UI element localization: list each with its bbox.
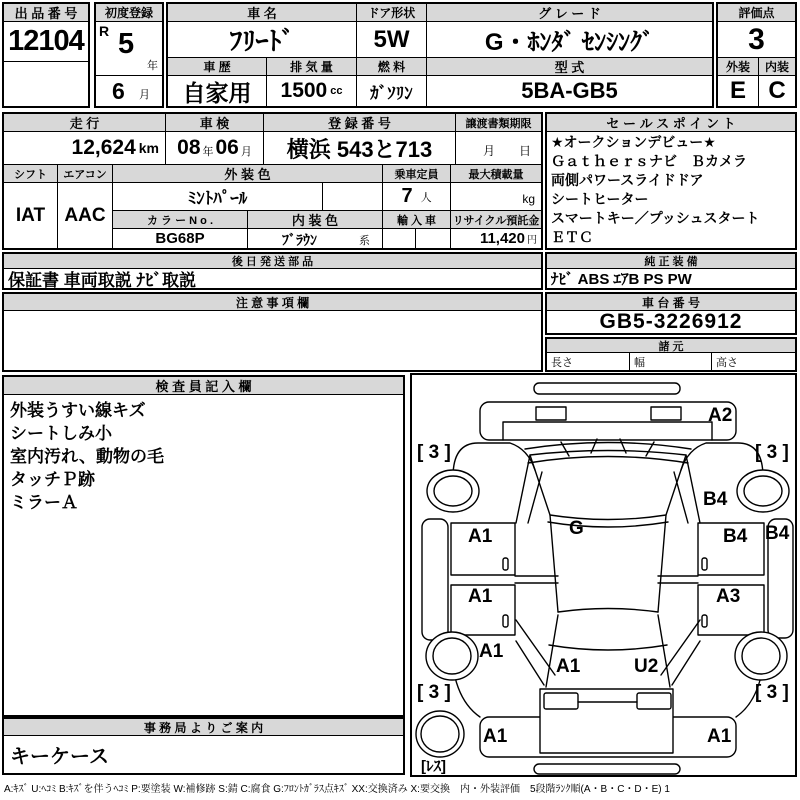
office-notice-label: 事 務 局 よ り ご 案 内 — [4, 719, 403, 736]
specs-height-label: 高さ — [716, 356, 738, 369]
diagram-mark-right-front-fender: B4 — [703, 489, 728, 510]
inspection-year-unit: 年 — [202, 146, 214, 158]
era-value: R — [99, 23, 110, 39]
sales-point-line: シートヒーター — [551, 191, 649, 207]
mileage-value — [4, 132, 166, 165]
specs-length-label: 長さ — [547, 353, 630, 370]
sales-point-line: 両側パワースライドドア — [551, 172, 704, 188]
diagram-mark-left-rear-door: A1 — [468, 586, 493, 607]
diagram-mark-left-front-door: A1 — [468, 526, 493, 547]
month-unit: 月 — [139, 89, 150, 101]
displacement-value — [267, 76, 357, 106]
sales-point-line: ★オークションデビュー★ — [551, 134, 716, 150]
interior-grade-label: 内装 — [759, 58, 795, 76]
specs-box — [545, 337, 797, 372]
recycle-unit: 円 — [527, 235, 537, 246]
displacement-number: 1500 — [280, 79, 328, 102]
sales-point-line: スマートキー／プッシュスタート — [551, 210, 760, 226]
exterior-color-label: 外 装 色 — [113, 165, 383, 183]
max-load-label: 最大積載量 — [451, 165, 541, 183]
color-no-label: カ ラ ー N o . — [113, 211, 248, 229]
door-shape-value: 5W — [357, 22, 427, 58]
diagram-mark-spare-tire: [ﾚｽ] — [421, 758, 446, 775]
car-name-value: ﾌﾘｰﾄﾞ — [168, 22, 357, 58]
genuine-equipment-value: ﾅﾋﾞ ABS ｴｱB PS PW — [551, 271, 692, 288]
office-notice-box — [2, 717, 405, 775]
shift-label: シフト — [4, 165, 58, 183]
sales-points-body — [547, 132, 795, 248]
inspector-note-line: 室内汚れ、動物の毛 — [10, 447, 165, 466]
capacity-unit: 人 — [420, 191, 432, 204]
inspector-notes-body — [4, 397, 403, 715]
exterior-color-extra — [323, 183, 383, 211]
mileage-unit: km — [138, 140, 159, 156]
diagram-mark-rear-bumper-left: A1 — [483, 726, 508, 747]
transfer-deadline-value — [456, 132, 541, 165]
sales-point-line: Ｇａｔｈｅｒｓナビ Ｂカメラ — [551, 153, 747, 169]
caution-value — [4, 311, 541, 370]
lot-stamp-area — [4, 62, 88, 106]
chassis-number-box — [545, 292, 797, 335]
aircon-value: AAC — [58, 183, 113, 248]
diagram-mark-left-rear-fender: A1 — [479, 641, 504, 662]
first-registration-month — [96, 76, 162, 106]
interior-color-label: 内 装 色 — [248, 211, 383, 229]
capacity-label: 乗車定員 — [383, 165, 451, 183]
capacity-number: 7 — [401, 185, 413, 207]
max-load-unit: kg — [522, 192, 535, 206]
sales-points-label: セ ー ル ス ポ イ ン ト — [547, 114, 795, 132]
interior-color-suffix: 系 — [359, 235, 370, 247]
later-parts-value: 保証書 車両取説 ﾅﾋﾞ取説 — [8, 271, 196, 288]
door-shape-label: ドア形状 — [357, 4, 427, 22]
exterior-color-value: ﾐﾝﾄﾊﾟｰﾙ — [113, 183, 323, 211]
transfer-deadline-label: 譲渡書類期限 — [456, 114, 541, 132]
vehicle-info-box — [166, 2, 714, 108]
chassis-number-value: GB5-3226912 — [599, 311, 743, 333]
model-code-value: 5BA-GB5 — [521, 78, 618, 103]
inspector-note-line: シートしみ小 — [10, 424, 112, 443]
car-diagram-marks — [412, 375, 795, 775]
diagram-mark-rear-bumper-right: A1 — [707, 726, 732, 747]
car-history-label: 車 歴 — [168, 58, 267, 76]
interior-color-value — [248, 229, 383, 248]
car-diagram-box — [410, 373, 797, 777]
genuine-equipment-box — [545, 252, 797, 290]
interior-grade-value: C — [768, 77, 786, 104]
first-registration-year — [96, 22, 162, 76]
car-history-value: 自家用 — [168, 76, 267, 106]
later-parts-label: 後 日 発 送 部 品 — [4, 254, 541, 269]
office-notice-value: キーケース — [10, 746, 109, 768]
year-unit: 年 — [147, 60, 158, 72]
diagram-mark-rear-right-tire: [ 3 ] — [755, 682, 789, 703]
registration-label: 登 録 番 号 — [264, 114, 456, 132]
sales-points-box — [545, 112, 797, 250]
month-value: 6 — [112, 78, 125, 104]
inspector-note-line: ミラーＡ — [10, 493, 78, 512]
color-no-value: BG68P — [113, 229, 248, 248]
year-value: 5 — [118, 28, 135, 60]
transfer-deadline-text: 月 日 — [482, 144, 531, 158]
inspection-year: 08 — [177, 136, 201, 159]
inspection-value — [166, 132, 264, 165]
recycle-number: 11,420 — [479, 230, 525, 247]
max-load-value — [451, 183, 541, 211]
genuine-equipment-label: 純 正 装 備 — [547, 254, 795, 269]
import-car-label: 輸 入 車 — [383, 211, 451, 229]
registration-value: 横浜 543と713 — [264, 132, 456, 165]
first-registration-box — [94, 2, 164, 108]
displacement-unit: cc — [330, 85, 343, 97]
diagram-mark-windshield: G — [569, 518, 584, 539]
car-name-label: 車 名 — [168, 4, 357, 22]
grade-label: グ レ ー ド — [427, 4, 712, 22]
specs-label: 諸 元 — [547, 339, 795, 353]
inspector-notes-label: 検 査 員 記 入 欄 — [4, 377, 403, 395]
diagram-mark-front-right-tire: [ 3 ] — [755, 442, 789, 463]
diagram-mark-rear-left-tire: [ 3 ] — [417, 682, 451, 703]
recycle-label: リサイクル預託金 — [451, 211, 541, 229]
displacement-label: 排 気 量 — [267, 58, 357, 76]
inspection-label: 車 検 — [166, 114, 264, 132]
model-code-label: 型 式 — [427, 58, 712, 76]
capacity-value — [383, 183, 451, 211]
diagram-mark-tailgate-left: A1 — [556, 656, 581, 677]
grade-value: G・ﾎﾝﾀﾞ ｾﾝｼﾝｸﾞ — [427, 22, 712, 58]
score-box — [716, 2, 797, 108]
shift-value: IAT — [4, 183, 58, 248]
legend-text: A:ｷｽﾞ U:ﾍｺﾐ B:ｷｽﾞを伴うﾍｺﾐ P:要塗装 W:補修跡 S:錆 C:腐食 G:ﾌﾛﾝﾄｶﾞﾗｽ点ｷｽﾞ XX:交換済み X:要交換 内・外装評価 5段階ﾗﾝｸ順(A・B・C・D・E) 1 — [4, 784, 670, 795]
recycle-value — [451, 229, 541, 248]
score-value: 3 — [718, 22, 795, 58]
first-registration-label: 初度登録 — [96, 4, 162, 22]
lot-number-label: 出 品 番 号 — [4, 4, 88, 22]
lot-number-box — [2, 2, 90, 108]
details-box — [2, 112, 543, 250]
sales-point-line: ＥＴＣ — [551, 229, 593, 245]
import-car-value-1 — [383, 229, 416, 248]
mileage-number: 12,624 — [71, 136, 136, 159]
diagram-mark-front-bumper: A2 — [708, 405, 733, 426]
lot-number-value: 12104 — [4, 22, 88, 62]
exterior-grade-value: E — [718, 76, 759, 106]
exterior-grade-label: 外装 — [718, 58, 759, 76]
score-label: 評価点 — [718, 4, 795, 22]
aircon-label: エアコン — [58, 165, 113, 183]
diagram-mark-right-sill: B4 — [765, 523, 790, 544]
diagram-mark-tailgate-right: U2 — [634, 656, 659, 677]
inspector-notes-box — [2, 375, 405, 717]
inspector-note-line: 外装うすい線キズ — [10, 401, 146, 420]
import-car-value-2 — [416, 229, 451, 248]
chassis-number-label: 車 台 番 号 — [547, 294, 795, 311]
inspection-month: 06 — [215, 136, 239, 159]
caution-label: 注 意 事 項 欄 — [4, 294, 541, 311]
caution-box — [2, 292, 543, 372]
later-parts-box — [2, 252, 543, 290]
inspection-month-unit: 月 — [240, 146, 252, 158]
diagram-mark-right-rear-door: A3 — [716, 586, 741, 607]
fuel-value: ｶﾞｿﾘﾝ — [357, 76, 427, 106]
inspector-note-line: タッチＰ跡 — [10, 470, 95, 489]
diagram-mark-front-left-tire: [ 3 ] — [417, 442, 451, 463]
specs-width-label: 幅 — [630, 353, 712, 370]
fuel-label: 燃 料 — [357, 58, 427, 76]
mileage-label: 走 行 — [4, 114, 166, 132]
diagram-mark-right-front-door: B4 — [723, 526, 748, 547]
interior-color-name: ﾌﾞﾗｳﾝ — [282, 232, 317, 248]
